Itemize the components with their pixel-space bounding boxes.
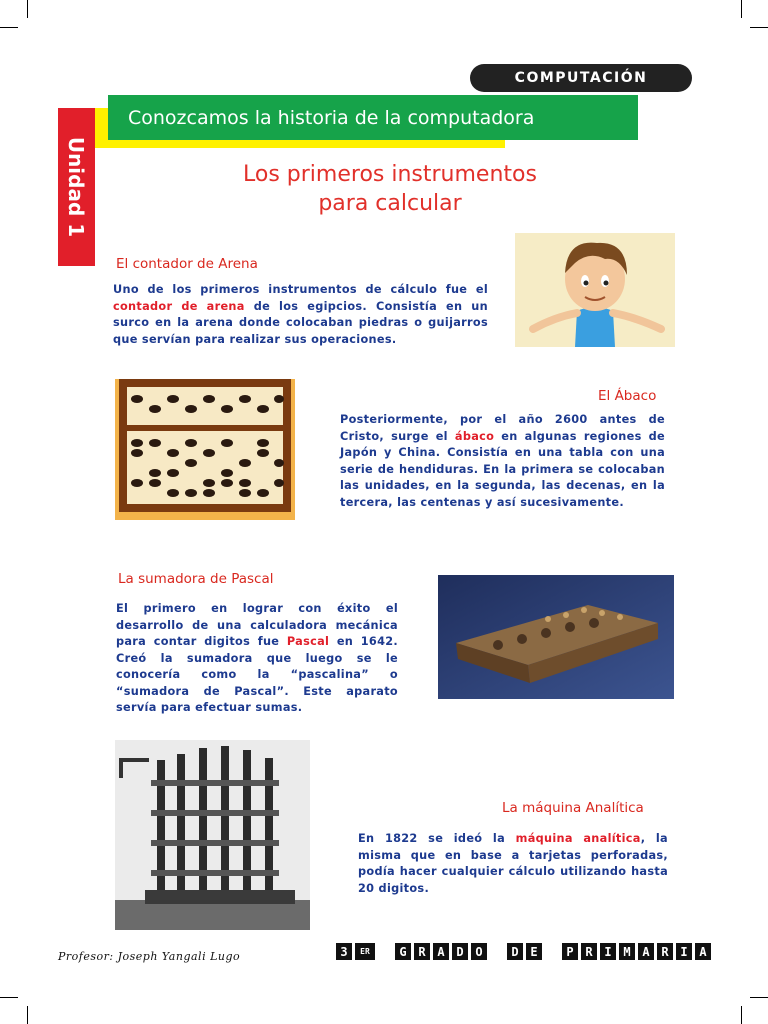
crop-mark <box>0 27 18 28</box>
grade-letter-box: M <box>619 943 635 960</box>
grade-letter-box: A <box>638 943 654 960</box>
grade-letter-box: R <box>581 943 597 960</box>
grade-letter-box: R <box>414 943 430 960</box>
grade-word <box>395 943 487 960</box>
grade-letter-box: O <box>471 943 487 960</box>
cartoon-boy-image <box>515 233 675 347</box>
section-text: El primero en lograr con éxito el desarrollo de una calculadora mecánica para contar digitos fue Pascal en 1642. Creó la sumadora que luego se le conocería como la “pascalina” o “sumadora de Pascal”. Este aparato servía para efectuar sumas. <box>116 602 398 714</box>
subject-badge: COMPUTACIÓN <box>470 64 692 92</box>
grade-letter-box: I <box>600 943 616 960</box>
grade-word <box>562 943 711 960</box>
grade-letter-box: I <box>676 943 692 960</box>
pascaline-image <box>438 575 674 699</box>
crop-mark <box>741 0 742 18</box>
grade-letter-box: A <box>695 943 711 960</box>
crop-mark <box>741 1006 742 1024</box>
grade-letter-box: D <box>507 943 523 960</box>
section-text: Posteriormente, por el año 2600 antes de Cristo, surge el ábaco en algunas regiones de Japón y China. Consistía en una tabla con una serie de hendiduras. En la primera se colocaban las unidades, en la segunda, las decenas, en la tercera, las centenas y así sucesivamente. <box>340 413 666 509</box>
grade-number <box>336 943 352 960</box>
grade-letter-box: D <box>452 943 468 960</box>
grade-letter-box: G <box>395 943 411 960</box>
grade-superscript: ER <box>355 943 375 960</box>
abacus-image <box>115 379 295 520</box>
crop-mark <box>0 997 18 998</box>
title-banner <box>108 95 638 140</box>
analytical-engine-image <box>115 740 310 930</box>
section-title: El Ábaco <box>598 388 657 404</box>
section-text: Uno de los primeros instrumentos de cálculo fue el contador de arena de los egipcios. Consistía en un surco en la arena donde colocaban piedras o guijarros que servían para realizar sus operaciones. <box>113 283 488 346</box>
banner-title: Conozcamos la historia de la computadora <box>128 106 535 129</box>
section-title: La máquina Analítica <box>502 800 644 816</box>
section-title: El contador de Arena <box>116 256 258 272</box>
teacher-name: Profesor: Joseph Yangali Lugo <box>58 950 241 963</box>
page-title: Los primeros instrumentos para calcular <box>243 162 537 216</box>
crop-mark <box>27 0 28 18</box>
unit-label: Unidad 1 <box>64 136 89 238</box>
grade-letter-box: A <box>433 943 449 960</box>
section-text: En 1822 se ideó la máquina analítica, la misma que en base a tarjetas perforadas, podía hacer cualquier cálculo utilizando hasta 20 digitos. <box>358 832 668 895</box>
crop-mark <box>750 27 768 28</box>
crop-mark <box>27 1006 28 1024</box>
grade-letter-box: E <box>526 943 542 960</box>
crop-mark <box>750 997 768 998</box>
grade-label <box>336 943 711 960</box>
grade-letter-box: P <box>562 943 578 960</box>
grade-letter-box: 3 <box>336 943 352 960</box>
grade-word <box>507 943 542 960</box>
grade-letter-box: R <box>657 943 673 960</box>
unit-tab <box>58 108 95 266</box>
section-title: La sumadora de Pascal <box>118 571 274 587</box>
